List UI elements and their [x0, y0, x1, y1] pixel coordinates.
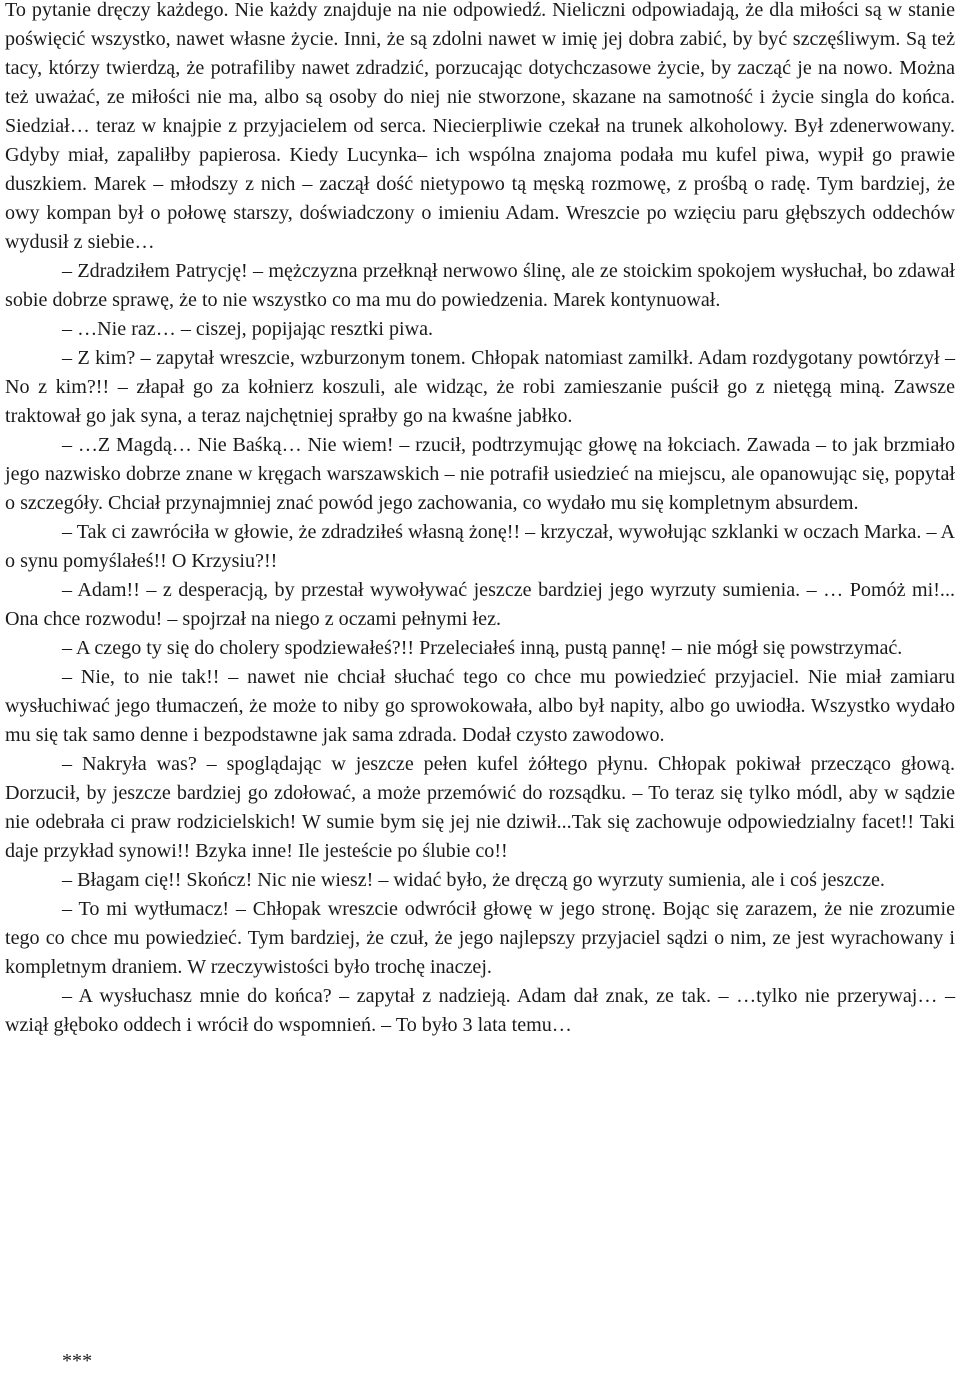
paragraph-dialogue-4: – …Z Magdą… Nie Baśką… Nie wiem! – rzucił, podtrzymując głowę na łokciach. Zawada – to jak brzmiało jego nazwisko dobrze znane w kręgach warszawskich – nie potrafił usiedzieć na miejscu, ale opanowując się, popytał o szczegóły. Chciał przynajmniej znać powód jego zachowania, co wydało mu się kompletnym absurdem.	[5, 434, 955, 514]
paragraph-dialogue-8: – Nie, to nie tak!! – nawet nie chciał słuchać tego co chce mu powiedzieć przyjaciel. Nie miał zamiaru wysłuchiwać jego tłumaczeń, że może to niby go sprowokowała, albo był napity, albo go uwiodła. Wszystko wydało mu się tak samo denne i bezpodstawne jak sama zdrada. Dodał czysto zawodowo.	[5, 666, 955, 746]
paragraph-dialogue-5: – Tak ci zawróciła w głowie, że zdradziłeś własną żonę!! – krzyczał, wywołując szklanki w oczach Marka. – A o synu pomyślałeś!! O Krzysiu?!!	[5, 521, 955, 572]
paragraph-intro: To pytanie dręczy każdego. Nie każdy znajduje na nie odpowiedź. Nieliczni odpowiadają, że dla miłości są w stanie poświęcić wszystko, nawet własne życie. Inni, że są zdolni nawet w imię jej dobra zabić, by być szczęśliwym. Są też tacy, którzy twierdzą, że potrafiliby nawet zdradzić, porzucając dotychczasowe życie, by zacząć je na nowo. Można też uważać, ze miłości nie ma, albo są osoby do niej nie stworzone, skazane na samotność i życie singla do końca. Siedział… teraz w knajpie z przyjacielem od serca. Niecierpliwie czekał na trunek alkoholowy. Był zdenerwowany. Gdyby miał, zapaliłby papierosa. Kiedy Lucynka– ich wspólna znajoma podała mu kufel piwa, wypił go prawie duszkiem. Marek – młodszy z nich – zaczął dość nietypowo tą męską rozmowę, z prośbą o radę. Tym bardziej, że owy kompan był o połowę starszy, doświadczony o imieniu Adam. Wreszcie po wzięciu paru głębszych oddechów wydusił z siebie…	[5, 0, 955, 253]
paragraph-dialogue-2: – …Nie raz… – ciszej, popijając resztki piwa.	[62, 318, 434, 340]
paragraph-dialogue-11: – To mi wytłumacz! – Chłopak wreszcie odwrócił głowę w jego stronę. Bojąc się zarazem, że nie zrozumie tego co chce mu powiedzieć. Tym bardziej, że czuł, że jego najlepszy przyjaciel sądzi o nim, ze jest wyrachowany i kompletnym draniem. W rzeczywistości było trochę inaczej.	[5, 898, 955, 978]
paragraph-dialogue-1: – Zdradziłem Patrycję! – mężczyzna przełknął nerwowo ślinę, ale ze stoickim spokojem wysłuchał, bo zdawał sobie dobrze sprawę, że to nie wszystko co ma mu do powiedzenia. Marek kontynuował.	[5, 260, 955, 311]
paragraph-dialogue-6: – Adam!! – z desperacją, by przestał wywoływać jeszcze bardziej jego wyrzuty sumienia. – … Pomóż mi!... Ona chce rozwodu! – spojrzał na niego z oczami pełnymi łez.	[5, 579, 955, 630]
paragraph-dialogue-12: – A wysłuchasz mnie do końca? – zapytał z nadzieją. Adam dał znak, ze tak. – …tylko nie przerywaj… – wziął głęboko oddech i wrócił do wspomnień. – To było 3 lata temu…	[5, 985, 955, 1036]
paragraph-dialogue-7: – A czego ty się do cholery spodziewałeś?!! Przeleciałeś inną, pustą pannę! – nie mógł się powstrzymać.	[62, 637, 903, 659]
paragraph-dialogue-9: – Nakryła was? – spoglądając w jeszcze pełen kufel żółtego płynu. Chłopak pokiwał przecząco głową. Dorzucił, by jeszcze bardziej go zdołować, a może przemówić do rozsądku. – To teraz się tylko módl, aby w sądzie nie odebrała ci praw rodzicielskich! W sumie bym się jej nie dziwił...Tak się zachowuje odpowiedzialny facet!! Taki daje przykład synowi!! Bzyka inne! Ile jesteście po ślubie co!!	[5, 753, 955, 862]
paragraph-dialogue-3: – Z kim? – zapytał wreszcie, wzburzonym tonem. Chłopak natomiast zamilkł. Adam rozdygotany powtórzył – No z kim?!! – złapał go za kołnierz koszuli, ale widząc, że robi zamieszanie puścił go z nietęgą miną. Zawsze traktował go jak syna, a teraz najchętniej sprałby go na kwaśne jabłko.	[5, 347, 955, 427]
section-separator: ***	[62, 1350, 93, 1372]
document-body	[5, 0, 955, 1040]
paragraph-dialogue-10: – Błagam cię!! Skończ! Nic nie wiesz! – widać było, że dręczą go wyrzuty sumienia, ale i coś jeszcze.	[62, 869, 885, 891]
